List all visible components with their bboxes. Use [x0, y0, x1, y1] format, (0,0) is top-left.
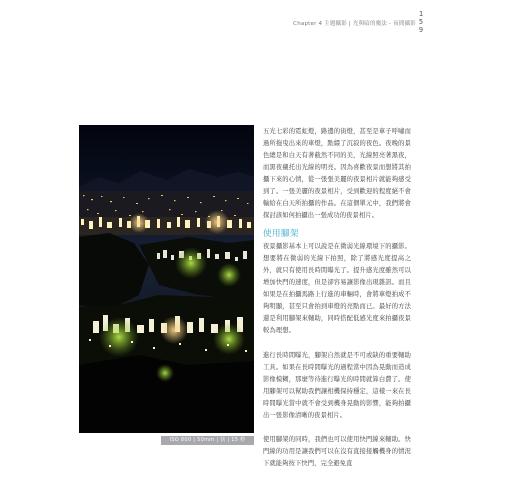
- night-city-photo: [79, 125, 254, 433]
- running-header: Chapter 4 主題攝影 | 光與暗的魔法 - 夜間攝影: [293, 21, 416, 27]
- page-number: 1 5 9: [418, 10, 424, 34]
- section-title: 使用腳架: [263, 229, 300, 239]
- photo-illustration: [79, 125, 254, 433]
- paragraph-shutter-release: 使用腳架的同時，我們也可以使用快門線來輔助。快門線的功用是讓我們可以在沒有直接接觸機身的情況下就能夠按下快門，完全避免直: [263, 436, 411, 467]
- paragraph-intro: 五光七彩的霓虹燈，路邊的街燈，甚至是車子呼嘯而過所拖曳出來的車燈，點綴了沉寂的夜色。夜晚的景色總是和白天有著截然不同的美，光線照亮著黑夜，而黑夜襯托出光線的明亮。因為喜歡夜景而想將其拍攝下來的心情，從一張張美麗的夜景相片就能夠感受到了。一張美麗的夜景相片，受到歡迎的程度絕不會輸給在白天所拍攝的作品。在這個單元中，我們將會探討該如何拍攝出一張成功的夜景相片。: [263, 128, 411, 219]
- paragraph-long-exposure: 進行長時間曝光，腳架自然就是不可或缺的重要輔助工具。如果在長時間曝光的過程當中因為晃動而造成影像模糊，那麼等待進行曝光的時間就算白費了。使用腳架可以幫助我們讓相機保持穩定，這樣一來在長時間曝光當中就不會受到機身晃動的影響，能夠拍攝出一張影像清晰的夜景相片。: [263, 352, 411, 419]
- paragraph-tripod: 夜景攝影基本上可以說是在微弱光線環境下的攝影。想要將在微弱的光線下拍照，除了將感光度提高之外，就只有使用長時間曝光了。提升感光度雖然可以增加快門的速度，但是卻容易讓影像出現雜訊。而且如果是在拍攝馬路上行進的車輛時，會將車燈拍成不夠明顯，甚至只會拍到車燈的亮點而已。最好的方法還是利用腳架來輔助，同時搭配低感光度來拍攝夜景較為理想。: [263, 243, 411, 334]
- photo-caption: ISO 800 | 50mm | 快 | 15 秒: [161, 436, 254, 445]
